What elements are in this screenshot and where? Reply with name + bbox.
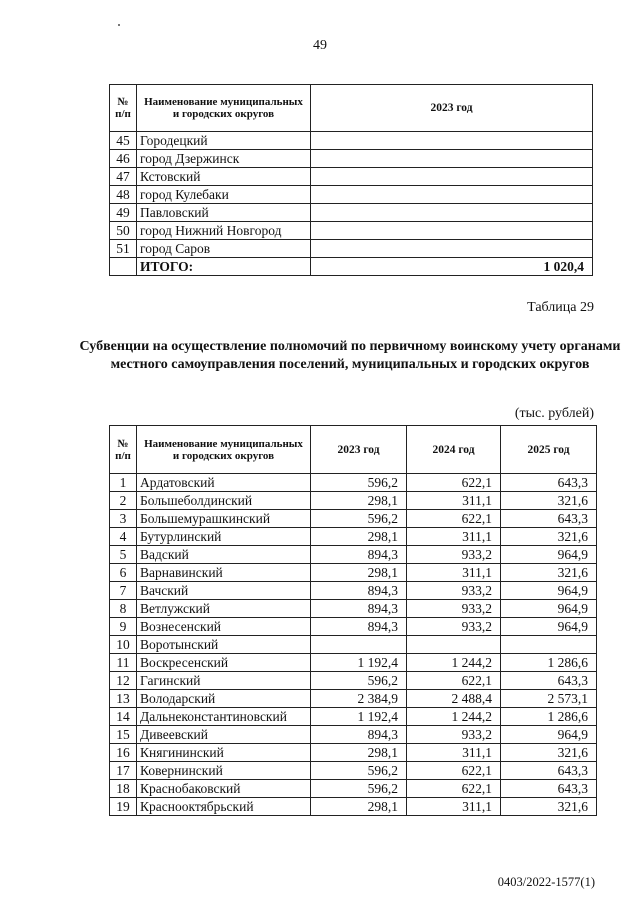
row-number: 1 — [110, 474, 137, 492]
row-value-2025 — [501, 636, 597, 654]
row-value-2023: 298,1 — [311, 492, 407, 510]
row-number: 4 — [110, 528, 137, 546]
row-name: Кстовский — [137, 168, 311, 186]
row-value-2023 — [311, 222, 593, 240]
table-row — [110, 528, 597, 546]
row-value-2024: 933,2 — [407, 600, 501, 618]
table-row — [110, 474, 597, 492]
row-number: 3 — [110, 510, 137, 528]
row-value-2023: 596,2 — [311, 762, 407, 780]
row-number: 8 — [110, 600, 137, 618]
table-row — [110, 168, 593, 186]
row-number: 5 — [110, 546, 137, 564]
row-value-2023: 1 192,4 — [311, 708, 407, 726]
row-name: город Дзержинск — [137, 150, 311, 168]
table-row — [110, 510, 597, 528]
table-row — [110, 150, 593, 168]
row-value-2024: 2 488,4 — [407, 690, 501, 708]
row-value-2023: 596,2 — [311, 510, 407, 528]
row-value-2023: 894,3 — [311, 546, 407, 564]
col-header-num: № п/п — [110, 85, 137, 132]
table-row — [110, 636, 597, 654]
row-value-2024: 622,1 — [407, 672, 501, 690]
table-row — [110, 222, 593, 240]
row-number: 12 — [110, 672, 137, 690]
row-value-2025: 643,3 — [501, 510, 597, 528]
row-value-2024: 1 244,2 — [407, 708, 501, 726]
row-value-2023 — [311, 132, 593, 150]
row-value-2024: 311,1 — [407, 564, 501, 582]
table-row — [110, 744, 597, 762]
row-value-2025: 643,3 — [501, 474, 597, 492]
row-number: 7 — [110, 582, 137, 600]
row-value-2024: 311,1 — [407, 528, 501, 546]
row-value-2025: 321,6 — [501, 528, 597, 546]
row-name: Воротынский — [137, 636, 311, 654]
row-value-2023: 298,1 — [311, 528, 407, 546]
row-value-2024: 311,1 — [407, 744, 501, 762]
row-value-2025: 643,3 — [501, 780, 597, 798]
table-row — [110, 564, 597, 582]
table-row — [110, 798, 597, 816]
table-row — [110, 582, 597, 600]
row-value-2023: 1 192,4 — [311, 654, 407, 672]
col-header-2024: 2024 год — [407, 426, 501, 474]
row-number: 15 — [110, 726, 137, 744]
row-value-2023: 894,3 — [311, 582, 407, 600]
row-value-2023: 596,2 — [311, 474, 407, 492]
row-name: Ковернинский — [137, 762, 311, 780]
row-number: 13 — [110, 690, 137, 708]
row-number: 16 — [110, 744, 137, 762]
row-value-2023: 596,2 — [311, 672, 407, 690]
row-value-2024: 933,2 — [407, 582, 501, 600]
table-row — [110, 690, 597, 708]
row-value-2024: 1 244,2 — [407, 654, 501, 672]
row-value-2025: 321,6 — [501, 564, 597, 582]
row-name: город Кулебаки — [137, 186, 311, 204]
table-1 — [109, 84, 593, 276]
row-value-2023: 2 384,9 — [311, 690, 407, 708]
row-number: 11 — [110, 654, 137, 672]
row-value-2023 — [311, 168, 593, 186]
row-value-2025: 1 286,6 — [501, 654, 597, 672]
row-value-2024: 622,1 — [407, 510, 501, 528]
table-row — [110, 672, 597, 690]
col-header-2023: 2023 год — [311, 85, 593, 132]
row-value-2023 — [311, 204, 593, 222]
row-value-2024: 933,2 — [407, 546, 501, 564]
row-number: 2 — [110, 492, 137, 510]
row-value-2025: 643,3 — [501, 762, 597, 780]
row-name: Дивеевский — [137, 726, 311, 744]
row-number: 18 — [110, 780, 137, 798]
row-value-2024 — [407, 636, 501, 654]
row-value-2025: 321,6 — [501, 492, 597, 510]
row-name: Краснобаковский — [137, 780, 311, 798]
row-value-2025: 964,9 — [501, 582, 597, 600]
row-name: Володарский — [137, 690, 311, 708]
row-name: Воскресенский — [137, 654, 311, 672]
row-value-2023 — [311, 240, 593, 258]
table-row — [110, 708, 597, 726]
row-name: город Саров — [137, 240, 311, 258]
table-row — [110, 780, 597, 798]
row-value-2023: 298,1 — [311, 798, 407, 816]
row-number: 47 — [110, 168, 137, 186]
row-value-2023: 596,2 — [311, 780, 407, 798]
col-header-num: № п/п — [110, 426, 137, 474]
row-value-2024: 933,2 — [407, 726, 501, 744]
table-row — [110, 600, 597, 618]
row-value-2023 — [311, 636, 407, 654]
col-header-name: Наименование муниципальных и городских округов — [137, 85, 311, 132]
row-name: Вачский — [137, 582, 311, 600]
row-name: Большемурашкинский — [137, 510, 311, 528]
table-title: Субвенции на осуществление полномочий по первичному воинскому учету органами местного самоуправления поселений, муниципальных и городских округов — [79, 339, 621, 372]
row-value-2024: 311,1 — [407, 798, 501, 816]
row-number: 50 — [110, 222, 137, 240]
row-name: Гагинский — [137, 672, 311, 690]
row-number: 9 — [110, 618, 137, 636]
row-number: 14 — [110, 708, 137, 726]
row-value-2024: 933,2 — [407, 618, 501, 636]
table-row — [110, 186, 593, 204]
table-row — [110, 762, 597, 780]
row-value-2023 — [311, 150, 593, 168]
table-row — [110, 240, 593, 258]
table-row — [110, 618, 597, 636]
row-name: город Нижний Новгород — [137, 222, 311, 240]
row-number: 49 — [110, 204, 137, 222]
total-value: 1 020,4 — [311, 258, 593, 276]
table-row — [110, 204, 593, 222]
scan-speck — [118, 24, 120, 26]
col-header-2023: 2023 год — [311, 426, 407, 474]
row-value-2024: 311,1 — [407, 492, 501, 510]
col-header-name: Наименование муниципальных и городских округов — [137, 426, 311, 474]
table-row — [110, 654, 597, 672]
row-number: 46 — [110, 150, 137, 168]
row-value-2023: 298,1 — [311, 564, 407, 582]
row-name: Варнавинский — [137, 564, 311, 582]
table-row — [110, 492, 597, 510]
row-name: Ардатовский — [137, 474, 311, 492]
row-value-2025: 643,3 — [501, 672, 597, 690]
row-value-2025: 964,9 — [501, 600, 597, 618]
table-row — [110, 546, 597, 564]
row-number: 19 — [110, 798, 137, 816]
row-number: 10 — [110, 636, 137, 654]
row-value-2025: 964,9 — [501, 618, 597, 636]
row-number: 6 — [110, 564, 137, 582]
row-name: Бутурлинский — [137, 528, 311, 546]
row-name: Вознесенский — [137, 618, 311, 636]
total-row — [110, 258, 593, 276]
table-row — [110, 132, 593, 150]
row-value-2023: 298,1 — [311, 744, 407, 762]
row-name: Павловский — [137, 204, 311, 222]
row-value-2025: 964,9 — [501, 726, 597, 744]
row-name: Княгининский — [137, 744, 311, 762]
row-value-2023 — [311, 186, 593, 204]
row-name: Большеболдинский — [137, 492, 311, 510]
row-value-2025: 321,6 — [501, 798, 597, 816]
row-name: Ветлужский — [137, 600, 311, 618]
units-label: (тыс. рублей) — [514, 406, 594, 421]
col-header-2025: 2025 год — [501, 426, 597, 474]
row-value-2024: 622,1 — [407, 474, 501, 492]
row-value-2023: 894,3 — [311, 618, 407, 636]
row-value-2025: 321,6 — [501, 744, 597, 762]
row-name: Краснооктябрьский — [137, 798, 311, 816]
row-name: Вадский — [137, 546, 311, 564]
row-number: 45 — [110, 132, 137, 150]
row-value-2025: 964,9 — [501, 546, 597, 564]
table-2 — [109, 425, 597, 816]
row-value-2023: 894,3 — [311, 600, 407, 618]
table-label: Таблица 29 — [527, 300, 594, 315]
table-row — [110, 726, 597, 744]
page-number: 49 — [313, 38, 327, 53]
row-number: 17 — [110, 762, 137, 780]
row-name: Дальнеконстантиновский — [137, 708, 311, 726]
row-value-2025: 1 286,6 — [501, 708, 597, 726]
document-code: 0403/2022-1577(1) — [497, 875, 595, 889]
row-value-2025: 2 573,1 — [501, 690, 597, 708]
row-name: Городецкий — [137, 132, 311, 150]
total-label: ИТОГО: — [137, 258, 311, 276]
row-value-2023: 894,3 — [311, 726, 407, 744]
row-value-2024: 622,1 — [407, 780, 501, 798]
row-number: 48 — [110, 186, 137, 204]
row-value-2024: 622,1 — [407, 762, 501, 780]
row-number: 51 — [110, 240, 137, 258]
